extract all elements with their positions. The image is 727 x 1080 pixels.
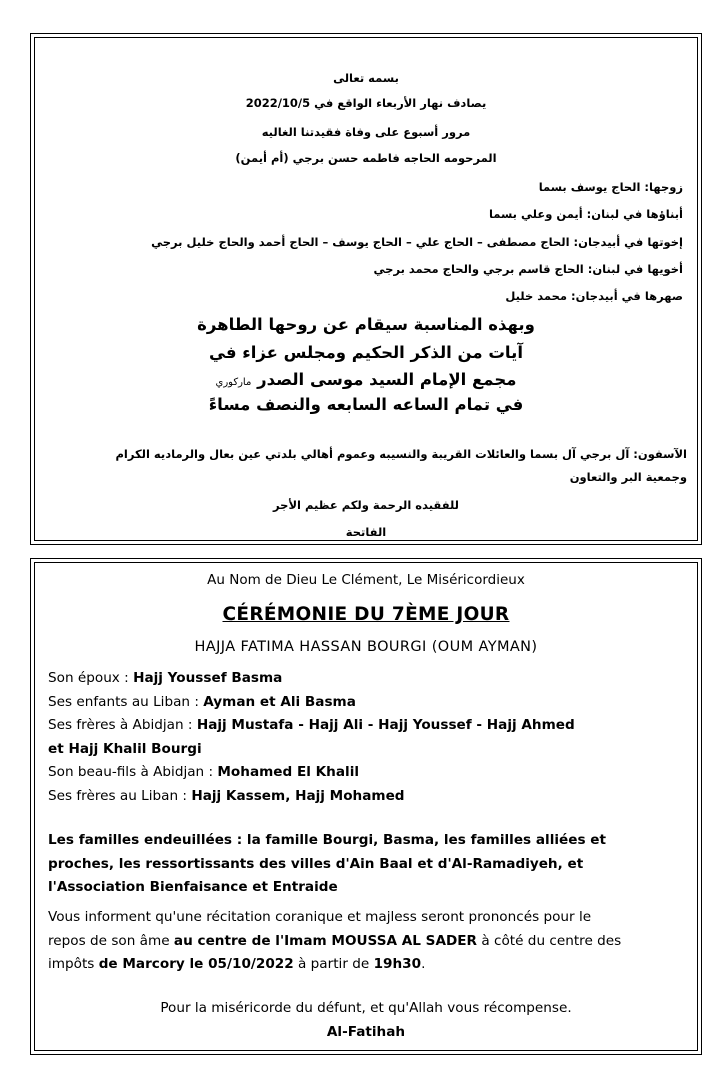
french-title-wrap	[31, 603, 701, 629]
fatihah-line: Al-Fatihah	[326, 1024, 406, 1040]
family-value: Ayman et Ali Basma	[203, 693, 356, 710]
arabic-name-line: المرحومه الحاجه فاطمه حسن برجي (أم أيمن)	[235, 151, 497, 165]
arabic-mourners-1: الآسفون: آل برجي آل بسما والعائلات القريبة والنسيبه وعموم أهالي بلدتي عين بعال والرماديه الكرام	[115, 447, 687, 461]
family-label: Son époux :	[48, 670, 134, 686]
french-invocation: Au Nom de Dieu Le Clément, Le Miséricordieux	[207, 572, 525, 588]
bereaved-line: proches, les ressortissants des villes d'Ain Baal et d'Al-Ramadiyeh, et	[48, 855, 584, 872]
family-label: Son beau-fils à Abidjan :	[48, 764, 218, 780]
arabic-date-line: يصادف نهار الأربعاء الواقع في 2022/10/5	[245, 96, 487, 110]
arabic-occasion-3-main: مجمع الإمام السيد موسى الصدر	[257, 370, 517, 389]
bereaved-line: Les familles endeuillées : la famille Bourgi, Basma, les familles alliées et	[48, 832, 607, 848]
arabic-sons: أبناؤها في لبنان: أيمن وعلي بسما	[488, 207, 683, 221]
family-label: Ses frères à Abidjan :	[48, 717, 197, 733]
family-value: et Hajj Khalil Bourgi	[48, 740, 202, 757]
arabic-occasion-4: في تمام الساعه السابعه والنصف مساءً	[208, 395, 524, 414]
arabic-brothers-abidjan: إخوتها في أبيدجان: الحاج مصطفى – الحاج علي – الحاج يوسف – الحاج أحمد والحاج خليل برجي	[151, 235, 683, 249]
family-value: Mohamed El Khalil	[217, 764, 360, 780]
family-line	[48, 714, 687, 738]
arabic-week-line: مرور أسبوع على وفاة فقيدتنا الغاليه	[261, 125, 471, 139]
family-line	[48, 738, 687, 762]
arabic-mourners-2: وجمعية البر والتعاون	[569, 470, 687, 484]
arabic-occasion-2: آيات من الذكر الحكيم ومجلس عزاء في	[209, 343, 523, 362]
arabic-occasion-1: وبهذه المناسبة سيقام عن روحها الطاهرة	[197, 315, 535, 334]
family-line	[48, 785, 687, 809]
family-value: Hajj Mustafa - Hajj Ali - Hajj Youssef - Hajj Ahmed	[196, 717, 575, 733]
arabic-prayer: للفقيده الرحمة ولكم عظيم الأجر	[273, 498, 459, 512]
info-line-3: impôts de Marcory le 05/10/2022 à partir de 19h30.	[48, 956, 426, 972]
arabic-basmala: بسمه تعالى	[333, 71, 399, 85]
family-label: Ses frères au Liban :	[48, 787, 192, 804]
french-announcement-panel	[30, 558, 702, 1055]
family-line	[48, 761, 687, 785]
family-value: Hajj Kassem, Hajj Mohamed	[191, 787, 405, 804]
french-title: CÉRÉMONIE DU 7ÈME JOUR	[222, 604, 510, 625]
info-line-2: repos de son âme au centre de l'Imam MOUSSA AL SADER à côté du centre des	[48, 932, 622, 949]
arabic-son-in-law: صهرها في أبيدجان: محمد خليل	[505, 289, 683, 303]
family-line	[48, 691, 687, 715]
family-value: Hajj Youssef Basma	[133, 670, 283, 686]
family-line	[48, 667, 687, 691]
arabic-announcement-panel	[30, 33, 702, 545]
arabic-brothers-lebanon: أخويها في لبنان: الحاج قاسم برجي والحاج محمد برجي	[373, 262, 683, 276]
arabic-husband: زوجها: الحاج يوسف بسما	[538, 180, 683, 194]
french-deceased-name: HAJJA FATIMA HASSAN BOURGI (OUM AYMAN)	[194, 639, 538, 655]
arabic-occasion-3-small: ماركوري	[215, 377, 252, 388]
arabic-occasion-3	[31, 370, 701, 389]
bereaved-line: l'Association Bienfaisance et Entraide	[48, 879, 338, 895]
arabic-fatiha: الفاتحة	[345, 525, 387, 539]
family-label: Ses enfants au Liban :	[48, 693, 204, 710]
closing-line: Pour la miséricorde du défunt, et qu'Allah vous récompense.	[160, 1000, 572, 1016]
info-line-1: Vous informent qu'une récitation coranique et majless seront prononcés pour le	[48, 909, 592, 925]
